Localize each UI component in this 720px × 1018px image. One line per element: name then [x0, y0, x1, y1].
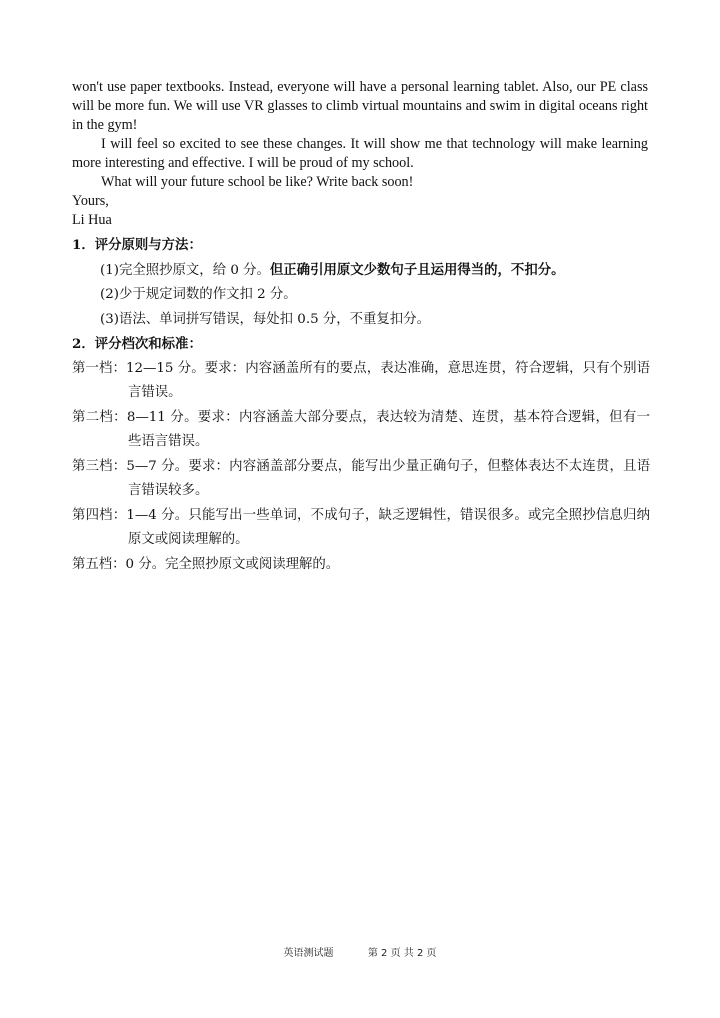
- letter-text: [72, 78, 648, 230]
- section-title-scoring-principles: 1．评分原则与方法：: [72, 237, 202, 253]
- footer-subject: 英语测试题: [283, 948, 334, 959]
- page-footer: [0, 944, 720, 959]
- score-band-5: 第五档：0 分。完全照抄原文或阅读理解的。: [72, 556, 340, 572]
- letter-closing: Yours,: [72, 193, 109, 209]
- section-title-scoring-bands: 2．评分档次和标准：: [72, 336, 202, 352]
- score-band-2: 第二档：8—11 分。要求：内容涵盖大部分要点，表达较为清楚、连贯，基本符合逻辑，但有一些语言错误。: [72, 409, 650, 449]
- scoring-rubric: [72, 233, 650, 577]
- scoring-rule-1-text: (1)完全照抄原文，给 0 分。: [100, 262, 270, 278]
- letter-signature: Li Hua: [72, 212, 112, 228]
- score-band-1: 第一档：12—15 分。要求：内容涵盖所有的要点，表达准确，意思连贯，符合逻辑，只有个别语言错误。: [72, 360, 650, 400]
- letter-paragraph-1: won't use paper textbooks. Instead, everyone will have a personal learning tablet. Also, our PE class will be more fun. We will use VR glasses to climb virtual mountains and swim in digital oceans right in the gym!: [72, 79, 648, 133]
- scoring-rule-2: (2)少于规定词数的作文扣 2 分。: [100, 287, 297, 302]
- score-band-3: 第三档：5—7 分。要求：内容涵盖部分要点，能写出少量正确句子，但整体表达不太连贯，且语言错误较多。: [72, 458, 650, 498]
- letter-paragraph-3: What will your future school be like? Write back soon!: [101, 174, 414, 190]
- scoring-rule-3: (3)语法、单词拼写错误，每处扣 0.5 分，不重复扣分。: [100, 311, 430, 327]
- footer-page-number: 第 2 页 共 2 页: [367, 948, 437, 959]
- scoring-rule-1: [72, 258, 650, 284]
- letter-paragraph-2: I will feel so excited to see these changes. It will show me that technology will make learning more interesting and effective. I will be proud of my school.: [72, 136, 648, 171]
- score-band-4: 第四档：1—4 分。只能写出一些单词，不成句子，缺乏逻辑性，错误很多。或完全照抄信息归纳原文或阅读理解的。: [72, 507, 650, 547]
- scoring-rule-1-emphasis: 但正确引用原文少数句子且运用得当的，不扣分。: [269, 261, 565, 278]
